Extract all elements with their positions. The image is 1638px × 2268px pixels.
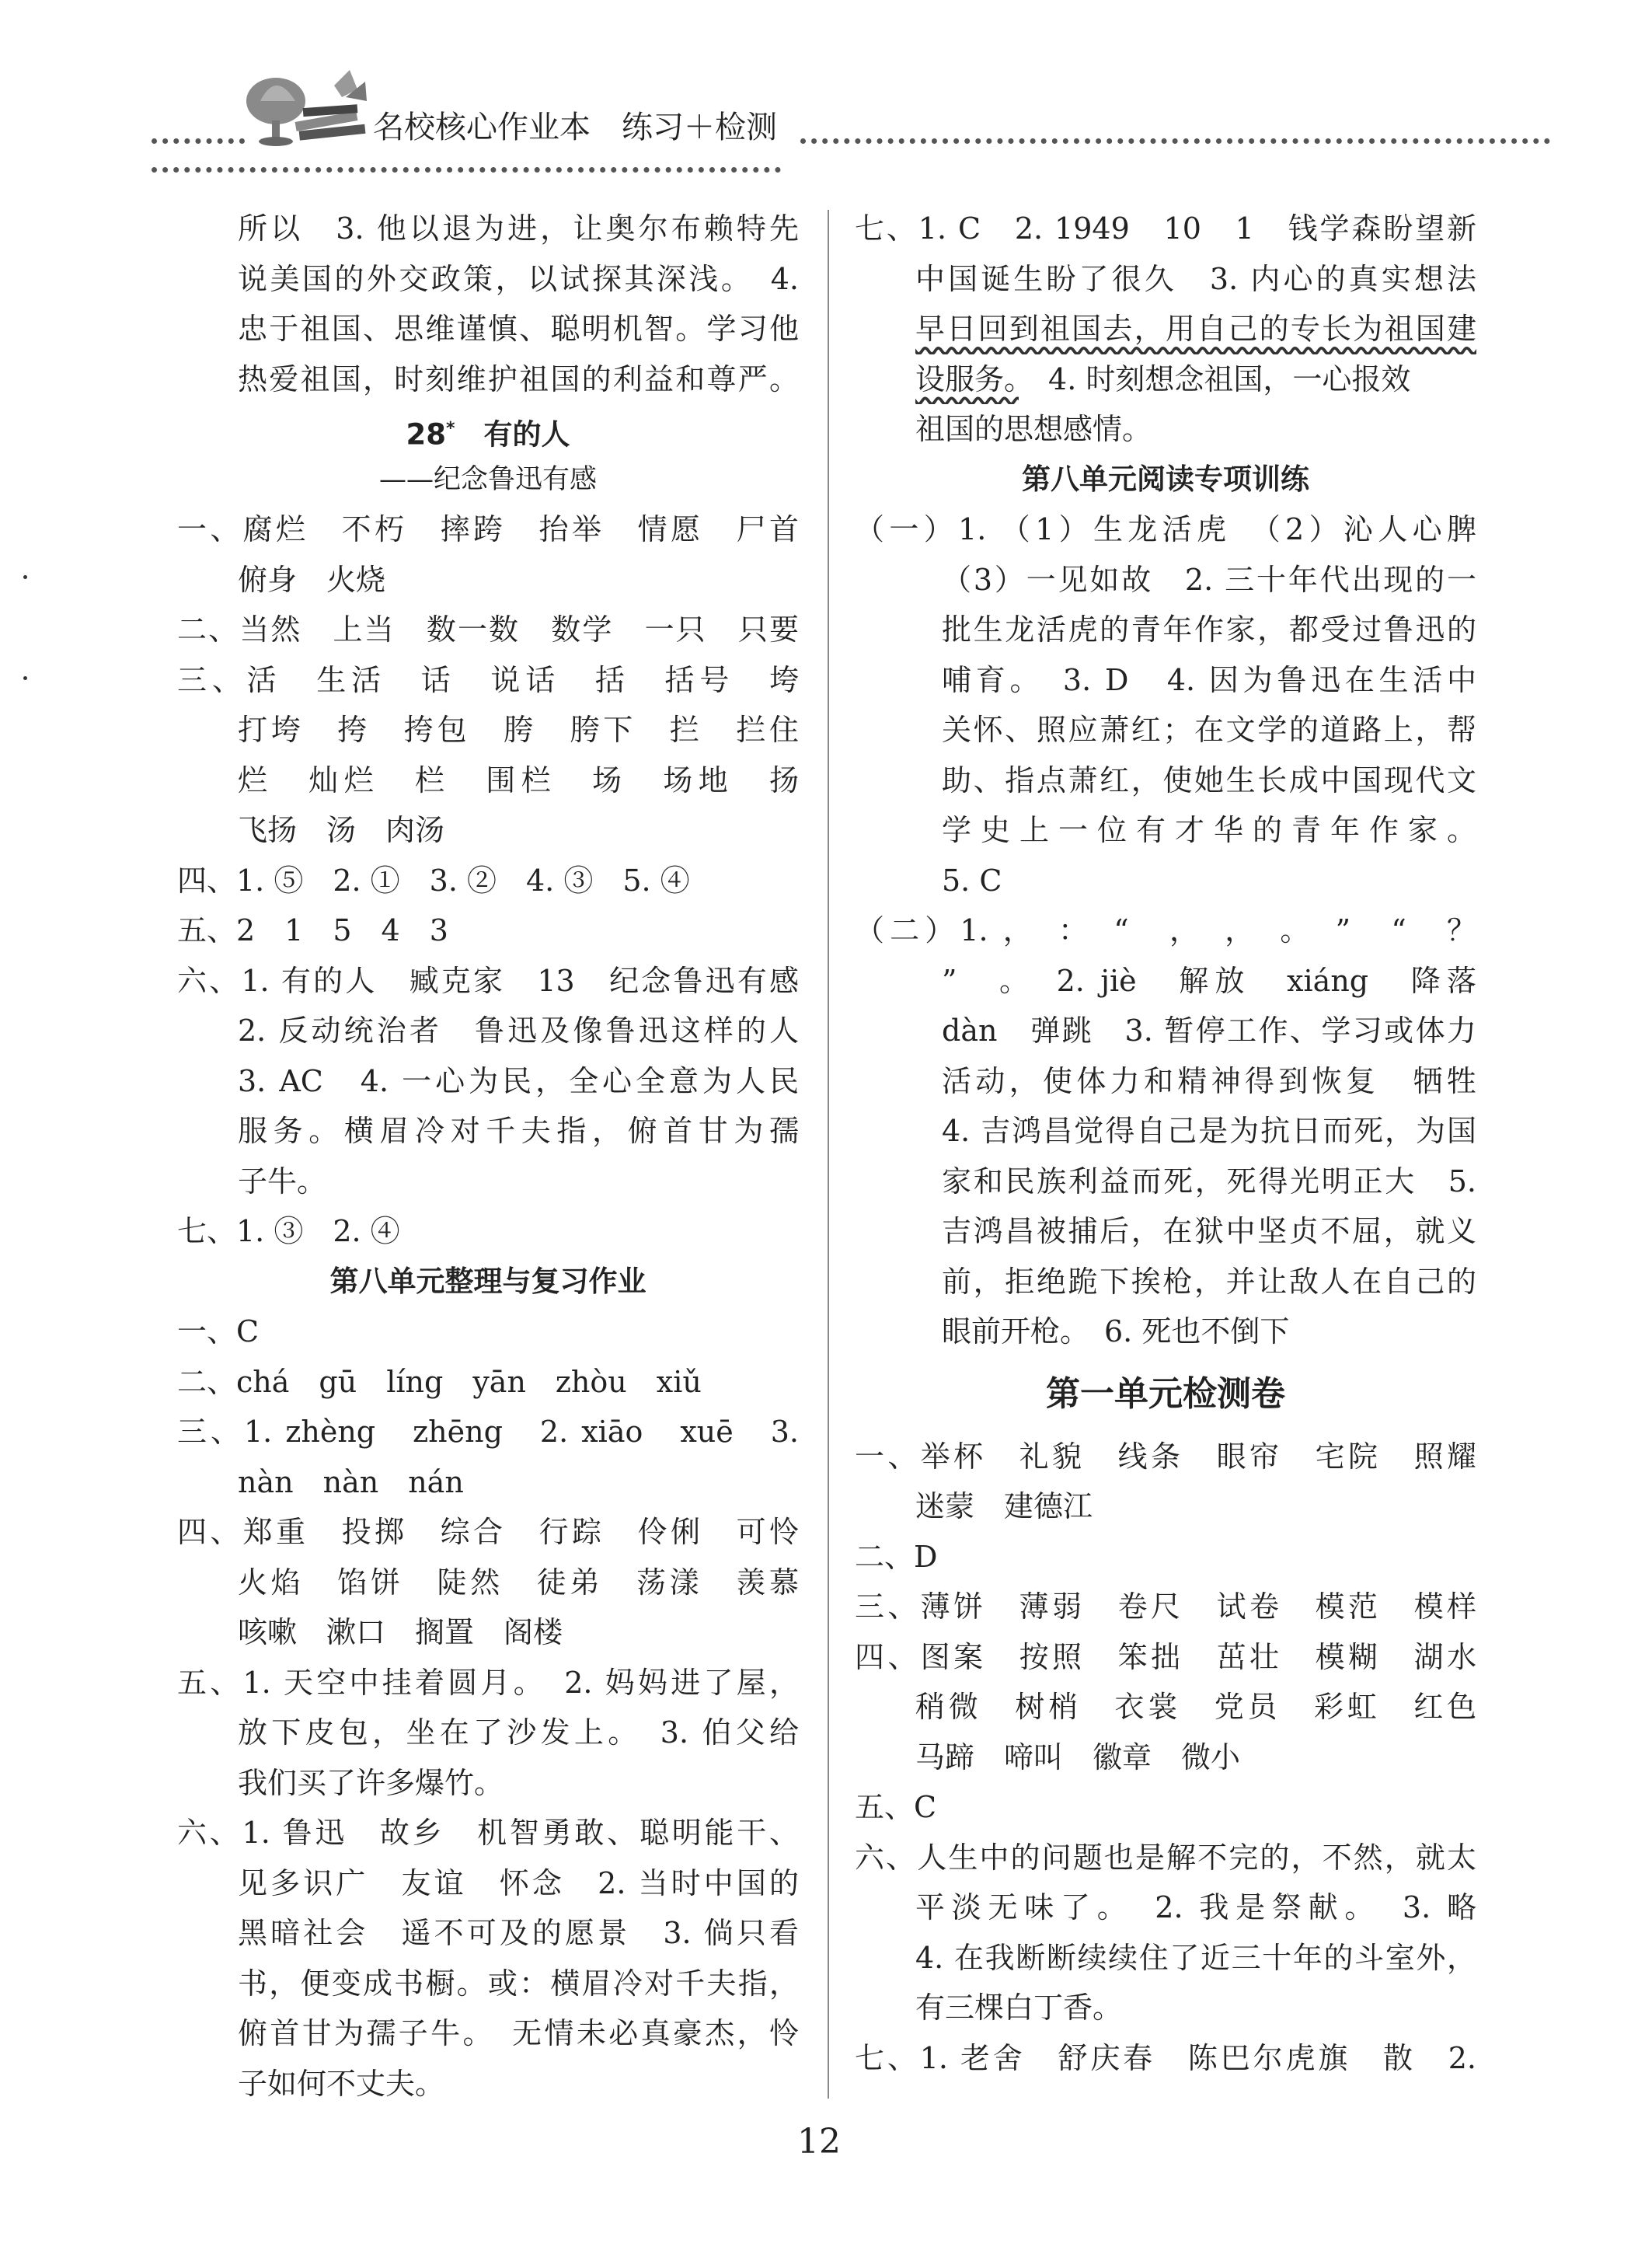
lesson-28-title bbox=[177, 404, 799, 455]
text-line: 所以 3. 他以退为进，让奥尔布赖特先 bbox=[238, 211, 799, 246]
answer-line: 打垮 挎 挎包 胯 胯下 拦 拦住 bbox=[238, 713, 799, 747]
answer-line: 有三棵白丁香。 bbox=[915, 1991, 1123, 2025]
answer-line: 迷蒙 建德江 bbox=[915, 1489, 1093, 1523]
text-line: 忠于祖国、思维谨慎、聪明机智。学习他 bbox=[238, 312, 799, 346]
answer-line: ” 。 2. jiè 解放 xiáng 降落 bbox=[942, 963, 1476, 998]
answer-line: 祖国的思想感情。 bbox=[915, 412, 1152, 446]
answer-line: 二、当然 上当 数一数 数学 一只 只要 bbox=[177, 612, 799, 647]
header-dots-top-left bbox=[152, 138, 245, 144]
answer-line: 中国诞生盼了很久 3. 内心的真实想法 bbox=[915, 261, 1476, 296]
header-brand: 名校核心作业本 bbox=[373, 110, 591, 145]
answer-line: 六、人生中的问题也是解不完的，不然，就太 bbox=[855, 1840, 1476, 1875]
answer-line: 一、C bbox=[177, 1314, 260, 1349]
answer-line: 子如何不丈夫。 bbox=[238, 2066, 445, 2101]
answer-line: 四、图案 按照 笨拙 茁壮 模糊 湖水 bbox=[855, 1639, 1476, 1674]
answer-line: 二、D bbox=[855, 1539, 938, 1574]
column-divider bbox=[828, 210, 829, 2099]
answer-line: 学史上一位有才华的青年作家。 bbox=[942, 813, 1476, 847]
right-column bbox=[855, 204, 1476, 2083]
answer-line: 关怀、照应萧红；在文学的道路上，帮 bbox=[942, 713, 1476, 747]
answer-line: （二）1. ， ： “ ， ， 。 ” “ ？ bbox=[855, 913, 1476, 947]
answer-line: 吉鸿昌被捕后，在狱中坚贞不屈，就义 bbox=[942, 1214, 1476, 1248]
lesson-number: 28 bbox=[406, 417, 446, 452]
answer-line: （3）一见如故 2. 三十年代出现的一 bbox=[942, 562, 1476, 597]
unit8-review-title: 第八单元整理与复习作业 bbox=[329, 1264, 646, 1298]
answer-line: 黑暗社会 遥不可及的愿景 3. 倘只看 bbox=[238, 1916, 799, 1950]
answer-line: 服务。横眉冷对千夫指，俯首甘为孺 bbox=[238, 1114, 799, 1148]
wavy-underlined-text: 设服务。 bbox=[915, 361, 1019, 396]
wavy-underlined-text: 早日回到祖国去，用自己的专长为祖国建 bbox=[915, 312, 1476, 346]
answer-line: 三、薄饼 薄弱 卷尺 试卷 模范 模样 bbox=[855, 1589, 1476, 1624]
answer-line: 三、活 生活 话 说话 括 括号 垮 bbox=[177, 662, 799, 697]
answer-line: 4. 在我断断续续住了近三十年的斗室外， bbox=[915, 1940, 1476, 1975]
answer-line bbox=[855, 354, 1476, 405]
answer-line: 俯身 火烧 bbox=[238, 562, 386, 597]
answer-line: 批生龙活虎的青年作家，都受过鲁迅的 bbox=[942, 612, 1476, 647]
text-line: 热爱祖国，时刻维护祖国的利益和尊严。 bbox=[238, 361, 799, 396]
answer-line: 眼前开枪。 6. 死也不倒下 bbox=[942, 1314, 1290, 1349]
margin-mark bbox=[23, 575, 27, 579]
header-dots-top-right bbox=[800, 138, 1550, 144]
answer-line: （一）1. （1）生龙活虎 （2）沁人心脾 bbox=[855, 512, 1476, 546]
answer-line: 3. AC 4. 一心为民，全心全意为人民 bbox=[238, 1063, 799, 1098]
answer-line: 我们买了许多爆竹。 bbox=[238, 1765, 504, 1800]
answer-line: 一、举杯 礼貌 线条 眼帘 宅院 照耀 bbox=[855, 1439, 1476, 1474]
lesson-star: * bbox=[445, 419, 455, 438]
margin-mark bbox=[23, 676, 27, 680]
answer-line: dàn 弹跳 3. 暂停工作、学习或体力 bbox=[942, 1014, 1476, 1048]
answer-line: 前，拒绝跪下挨枪，并让敌人在自己的 bbox=[942, 1264, 1476, 1299]
answer-line: 放下皮包，坐在了沙发上。 3. 伯父给 bbox=[238, 1715, 799, 1750]
unit1-test-title: 第一单元检测卷 bbox=[1046, 1373, 1285, 1414]
answer-line: 助、指点萧红，使她生长成中国现代文 bbox=[942, 762, 1476, 797]
answer-line: 哺育。 3. D 4. 因为鲁迅在生活中 bbox=[942, 662, 1476, 697]
answer-line: 子牛。 bbox=[238, 1164, 327, 1199]
left-column bbox=[177, 204, 799, 2109]
header-subtitle: 练习＋检测 bbox=[622, 110, 777, 145]
text-line: 说美国的外交政策，以试探其深浅。 4. bbox=[238, 261, 799, 296]
unit8-reading-title: 第八单元阅读专项训练 bbox=[1022, 462, 1309, 496]
answer-line: 烂 灿烂 栏 围栏 场 场地 扬 bbox=[238, 762, 799, 797]
page-number: 12 bbox=[797, 2122, 841, 2162]
answer-line: 火焰 馅饼 陡然 徒弟 荡漾 羡慕 bbox=[238, 1565, 799, 1600]
header-dots-bottom bbox=[152, 167, 781, 173]
answer-line: 七、1. C 2. 1949 10 1 钱学森盼望新 bbox=[855, 211, 1476, 246]
answer-line: 平淡无味了。 2. 我是祭献。 3. 略 bbox=[915, 1890, 1476, 1924]
answer-line: 飞扬 汤 肉汤 bbox=[238, 813, 445, 847]
answer-line: nàn nàn nán bbox=[238, 1464, 464, 1499]
header-title bbox=[373, 103, 777, 147]
answer-line: 书，便变成书橱。或：横眉冷对千夫指， bbox=[238, 1966, 799, 2001]
answer-line: 马蹄 啼叫 徽章 微小 bbox=[915, 1739, 1241, 1774]
answer-line: 五、C bbox=[855, 1790, 937, 1824]
answer-line: 三、1. zhèng zhēng 2. xiāo xuē 3. bbox=[177, 1415, 799, 1449]
answer-text: 4. 时刻想念祖国，一心报效 bbox=[1019, 361, 1411, 396]
answer-line: 俯首甘为孺子牛。 无情未必真豪杰，怜 bbox=[238, 2016, 799, 2050]
answer-line: 六、1. 鲁迅 故乡 机智勇敢、聪明能干、 bbox=[177, 1816, 799, 1850]
answer-line: 六、1. 有的人 臧克家 13 纪念鲁迅有感 bbox=[177, 963, 799, 998]
answer-line: 四、1. ⑤ 2. ① 3. ② 4. ③ 5. ④ bbox=[177, 863, 690, 898]
answer-line: 见多识广 友谊 怀念 2. 当时中国的 bbox=[238, 1865, 799, 1900]
page-header bbox=[0, 0, 1638, 187]
lesson-28-subtitle: ——纪念鲁迅有感 bbox=[378, 463, 597, 495]
answer-line: 一、腐烂 不朽 摔跨 抬举 情愿 尸首 bbox=[177, 512, 799, 546]
lamp-books-logo-icon bbox=[233, 54, 373, 155]
answer-line: 2. 反动统治者 鲁迅及像鲁迅这样的人 bbox=[238, 1014, 799, 1048]
lesson-name: 有的人 bbox=[483, 417, 570, 452]
answer-line: 咳嗽 漱口 搁置 阁楼 bbox=[238, 1615, 563, 1649]
answer-line: 二、chá gū líng yān zhòu xiǔ bbox=[177, 1364, 702, 1399]
answer-line: 五、1. 天空中挂着圆月。 2. 妈妈进了屋， bbox=[177, 1665, 799, 1700]
answer-line: 活动，使体力和精神得到恢复 牺牲 bbox=[942, 1063, 1476, 1098]
answer-line: 家和民族利益而死，死得光明正大 5. bbox=[942, 1164, 1476, 1199]
answer-line bbox=[855, 304, 1476, 354]
answer-line: 五、2 1 5 4 3 bbox=[177, 913, 448, 947]
answer-line: 七、1. 老舍 舒庆春 陈巴尔虎旗 散 2. bbox=[855, 2040, 1476, 2075]
answer-line: 4. 吉鸿昌觉得自己是为抗日而死，为国 bbox=[942, 1114, 1476, 1148]
answer-line: 七、1. ③ 2. ④ bbox=[177, 1214, 400, 1248]
answer-line: 四、郑重 投掷 综合 行踪 伶俐 可怜 bbox=[177, 1515, 799, 1549]
answer-line: 5. C bbox=[942, 863, 1002, 898]
answer-line: 稍微 树梢 衣裳 党员 彩虹 红色 bbox=[915, 1690, 1476, 1724]
